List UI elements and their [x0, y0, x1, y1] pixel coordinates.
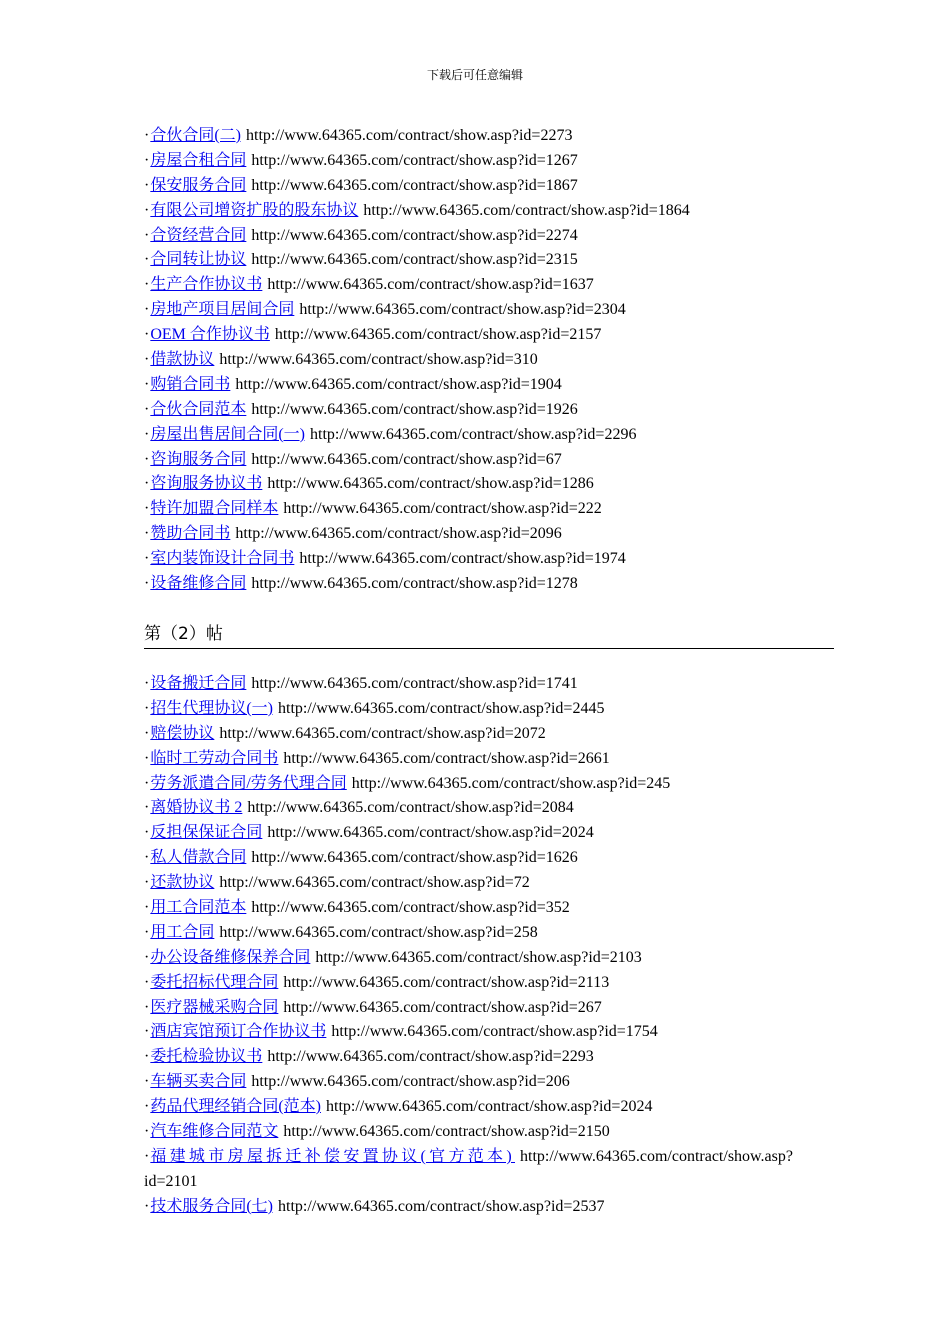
contract-link[interactable]: 房屋合租合同	[150, 151, 247, 169]
contract-list-item	[144, 373, 834, 398]
contract-link[interactable]: 福建城市房屋拆迁补偿安置协议(官方范本)	[150, 1147, 515, 1165]
bullet-dot: ·	[144, 400, 150, 418]
contract-url: http://www.64365.com/contract/show.asp?id=2315	[251, 251, 578, 269]
contract-url: http://www.64365.com/contract/show.asp?id=1626	[251, 849, 578, 867]
contract-link[interactable]: 委托检验协议书	[150, 1048, 263, 1066]
contract-link[interactable]: 生产合作协议书	[150, 276, 263, 294]
contract-link[interactable]: 咨询服务协议书	[150, 475, 263, 493]
contract-link[interactable]: 室内装饰设计合同书	[150, 550, 295, 568]
contract-list-item	[144, 1145, 834, 1195]
contract-url: http://www.64365.com/contract/show.asp?id=1974	[299, 550, 626, 568]
bullet-dot: ·	[144, 1048, 150, 1066]
contract-url: http://www.64365.com/contract/show.asp?id=2273	[246, 127, 573, 144]
contract-url: http://www.64365.com/contract/show.asp?id=352	[251, 899, 570, 917]
bullet-dot: ·	[144, 774, 150, 792]
contract-list-item	[144, 423, 834, 448]
contract-list-item	[144, 821, 834, 846]
contract-list-item	[144, 224, 834, 249]
contract-url: http://www.64365.com/contract/show.asp?id=1867	[251, 176, 578, 194]
contract-list-item	[144, 149, 834, 174]
contract-list-item	[144, 1020, 834, 1045]
bullet-dot: ·	[144, 226, 150, 244]
contract-link[interactable]: OEM 合作协议书	[150, 326, 270, 344]
contract-link[interactable]: 临时工劳动合同书	[150, 749, 279, 767]
contract-list-item	[144, 398, 834, 423]
bullet-dot: ·	[144, 375, 150, 393]
contract-url: http://www.64365.com/contract/show.asp?id=222	[283, 500, 602, 518]
contract-link[interactable]: 保安服务合同	[150, 176, 247, 194]
contract-list-item	[144, 323, 834, 348]
contract-link[interactable]: 设备维修合同	[150, 575, 247, 593]
bullet-dot: ·	[144, 575, 150, 593]
contract-list-item	[144, 697, 834, 722]
contract-list-item	[144, 174, 834, 199]
contract-url: http://www.64365.com/contract/show.asp?id=1637	[267, 276, 594, 294]
contract-link[interactable]: 委托招标代理合同	[150, 973, 279, 991]
contract-list-item	[144, 946, 834, 971]
bullet-dot: ·	[144, 899, 150, 917]
contract-url: http://www.64365.com/contract/show.asp?id=2084	[247, 799, 574, 817]
contract-list-item	[144, 921, 834, 946]
contract-url: http://www.64365.com/contract/show.asp?id=1864	[363, 201, 690, 219]
bullet-dot: ·	[144, 301, 150, 319]
contract-list-item	[144, 472, 834, 497]
contract-list-item	[144, 124, 834, 149]
contract-url: http://www.64365.com/contract/show.asp?id=1741	[251, 675, 578, 692]
contract-link[interactable]: 汽车维修合同范文	[150, 1123, 279, 1141]
page-header: 下载后可任意编辑	[426, 68, 523, 82]
contract-list-item	[144, 747, 834, 772]
bullet-dot: ·	[144, 699, 150, 717]
contract-list-item	[144, 722, 834, 747]
contract-link[interactable]: 还款协议	[150, 874, 215, 892]
contract-url: http://www.64365.com/contract/show.asp?id=2103	[315, 948, 642, 966]
contract-list-item	[144, 871, 834, 896]
contract-link-list-2	[144, 672, 834, 1220]
contract-link[interactable]: 车辆买卖合同	[150, 1073, 247, 1091]
contract-url: http://www.64365.com/contract/show.asp?id=2157	[274, 326, 602, 344]
contract-list-item	[144, 772, 834, 797]
bullet-dot: ·	[144, 849, 150, 867]
bullet-dot: ·	[144, 948, 150, 966]
contract-url: http://www.64365.com/contract/show.asp?id=2101	[144, 1147, 793, 1190]
contract-url: http://www.64365.com/contract/show.asp?id=2274	[251, 226, 578, 244]
bullet-dot: ·	[144, 151, 150, 169]
bullet-dot: ·	[144, 276, 150, 294]
contract-link[interactable]: 咨询服务合同	[150, 450, 247, 468]
contract-link[interactable]: 合资经营合同	[150, 226, 247, 244]
contract-link[interactable]: 有限公司增资扩股的股东协议	[150, 201, 359, 219]
bullet-dot: ·	[144, 425, 150, 443]
contract-url: http://www.64365.com/contract/show.asp?id=2024	[267, 824, 594, 842]
bullet-dot: ·	[144, 127, 150, 144]
contract-link[interactable]: 合伙合同(二)	[150, 127, 241, 144]
contract-url: http://www.64365.com/contract/show.asp?id=1286	[267, 475, 594, 493]
contract-link[interactable]: 房地产项目居间合同	[150, 301, 295, 319]
contract-url: http://www.64365.com/contract/show.asp?id=2072	[219, 724, 546, 742]
bullet-dot: ·	[144, 201, 150, 219]
contract-url: http://www.64365.com/contract/show.asp?id=2113	[283, 973, 610, 991]
contract-link[interactable]: 办公设备维修保养合同	[150, 948, 311, 966]
contract-list-item	[144, 1045, 834, 1070]
contract-link[interactable]: 合同转让协议	[150, 251, 247, 269]
contract-list-item	[144, 522, 834, 547]
bullet-dot: ·	[144, 1147, 150, 1165]
contract-list-item	[144, 1070, 834, 1095]
contract-url: http://www.64365.com/contract/show.asp?id=310	[219, 351, 538, 369]
contract-link[interactable]: 用工合同	[150, 923, 215, 941]
contract-url: http://www.64365.com/contract/show.asp?id=2661	[283, 749, 610, 767]
contract-list-item	[144, 199, 834, 224]
contract-list-item	[144, 672, 834, 697]
bullet-dot: ·	[144, 500, 150, 518]
contract-link[interactable]: 赞助合同书	[150, 525, 231, 543]
contract-list-item	[144, 1195, 834, 1220]
contract-list-item	[144, 1120, 834, 1145]
contract-link[interactable]: 私人借款合同	[150, 849, 247, 867]
bullet-dot: ·	[144, 675, 150, 692]
bullet-dot: ·	[144, 326, 150, 344]
contract-link[interactable]: 房屋出售居间合同(一)	[150, 425, 305, 443]
contract-link[interactable]: 设备搬迁合同	[150, 675, 247, 692]
contract-list-item	[144, 896, 834, 921]
contract-url: http://www.64365.com/contract/show.asp?id=2537	[278, 1197, 605, 1215]
contract-link[interactable]: 技术服务合同(七)	[150, 1197, 273, 1215]
contract-url: http://www.64365.com/contract/show.asp?id=267	[283, 998, 602, 1016]
bullet-dot: ·	[144, 724, 150, 742]
bullet-dot: ·	[144, 450, 150, 468]
bullet-dot: ·	[144, 998, 150, 1016]
bullet-dot: ·	[144, 973, 150, 991]
contract-link[interactable]: 反担保保证合同	[150, 824, 263, 842]
contract-link-list-1	[144, 124, 834, 597]
contract-list-item	[144, 497, 834, 522]
contract-url: http://www.64365.com/contract/show.asp?id=2304	[299, 301, 626, 319]
contract-list-item	[144, 248, 834, 273]
bullet-dot: ·	[144, 923, 150, 941]
contract-link[interactable]: 用工合同范本	[150, 899, 247, 917]
bullet-dot: ·	[144, 1073, 150, 1091]
bullet-dot: ·	[144, 251, 150, 269]
contract-url: http://www.64365.com/contract/show.asp?id=1267	[251, 151, 578, 169]
bullet-dot: ·	[144, 475, 150, 493]
contract-list-item	[144, 348, 834, 373]
contract-url: http://www.64365.com/contract/show.asp?id=2293	[267, 1048, 594, 1066]
contract-url: http://www.64365.com/contract/show.asp?id=1278	[251, 575, 578, 593]
contract-url: http://www.64365.com/contract/show.asp?id=2296	[310, 425, 637, 443]
bullet-dot: ·	[144, 799, 150, 817]
contract-url: http://www.64365.com/contract/show.asp?id=72	[219, 874, 530, 892]
bullet-dot: ·	[144, 749, 150, 767]
bullet-dot: ·	[144, 1197, 150, 1215]
contract-url: http://www.64365.com/contract/show.asp?id=206	[251, 1073, 570, 1091]
contract-url: http://www.64365.com/contract/show.asp?id=245	[351, 774, 671, 792]
bullet-dot: ·	[144, 1023, 150, 1041]
contract-list-item	[144, 448, 834, 473]
contract-url: http://www.64365.com/contract/show.asp?id=1754	[331, 1023, 658, 1041]
contract-url: http://www.64365.com/contract/show.asp?id=2445	[278, 699, 605, 717]
bullet-dot: ·	[144, 525, 150, 543]
contract-list-item	[144, 572, 834, 597]
bullet-dot: ·	[144, 1123, 150, 1141]
contract-url: http://www.64365.com/contract/show.asp?id=2096	[235, 525, 562, 543]
contract-link[interactable]: 招生代理协议(一)	[150, 699, 273, 717]
contract-list-item	[144, 547, 834, 572]
bullet-dot: ·	[144, 824, 150, 842]
contract-url: http://www.64365.com/contract/show.asp?id=67	[251, 450, 562, 468]
contract-link[interactable]: 药品代理经销合同(范本)	[150, 1098, 321, 1116]
bullet-dot: ·	[144, 550, 150, 568]
bullet-dot: ·	[144, 351, 150, 369]
contract-url: http://www.64365.com/contract/show.asp?id=2024	[326, 1098, 653, 1116]
contract-link[interactable]: 离婚协议书 2	[150, 799, 243, 817]
bullet-dot: ·	[144, 1098, 150, 1116]
section-title: 第（2）帖	[144, 622, 834, 649]
contract-list-item	[144, 298, 834, 323]
contract-link[interactable]: 赔偿协议	[150, 724, 215, 742]
bullet-dot: ·	[144, 874, 150, 892]
contract-link[interactable]: 酒店宾馆预订合作协议书	[150, 1023, 327, 1041]
contract-link[interactable]: 劳务派遣合同/劳务代理合同	[150, 774, 347, 792]
contract-url: http://www.64365.com/contract/show.asp?id=258	[219, 923, 538, 941]
contract-link[interactable]: 借款协议	[150, 351, 215, 369]
contract-url: http://www.64365.com/contract/show.asp?id=1926	[251, 400, 578, 418]
contract-url: http://www.64365.com/contract/show.asp?id=2150	[283, 1123, 610, 1141]
contract-list-item	[144, 796, 834, 821]
contract-link[interactable]: 特许加盟合同样本	[150, 500, 279, 518]
contract-list-item	[144, 846, 834, 871]
contract-link[interactable]: 合伙合同范本	[150, 400, 247, 418]
contract-link[interactable]: 医疗器械采购合同	[150, 998, 279, 1016]
contract-list-item	[144, 1095, 834, 1120]
contract-list-item	[144, 996, 834, 1021]
contract-list-item	[144, 273, 834, 298]
contract-list-item	[144, 971, 834, 996]
contract-url: http://www.64365.com/contract/show.asp?id=1904	[235, 375, 562, 393]
bullet-dot: ·	[144, 176, 150, 194]
contract-link[interactable]: 购销合同书	[150, 375, 231, 393]
